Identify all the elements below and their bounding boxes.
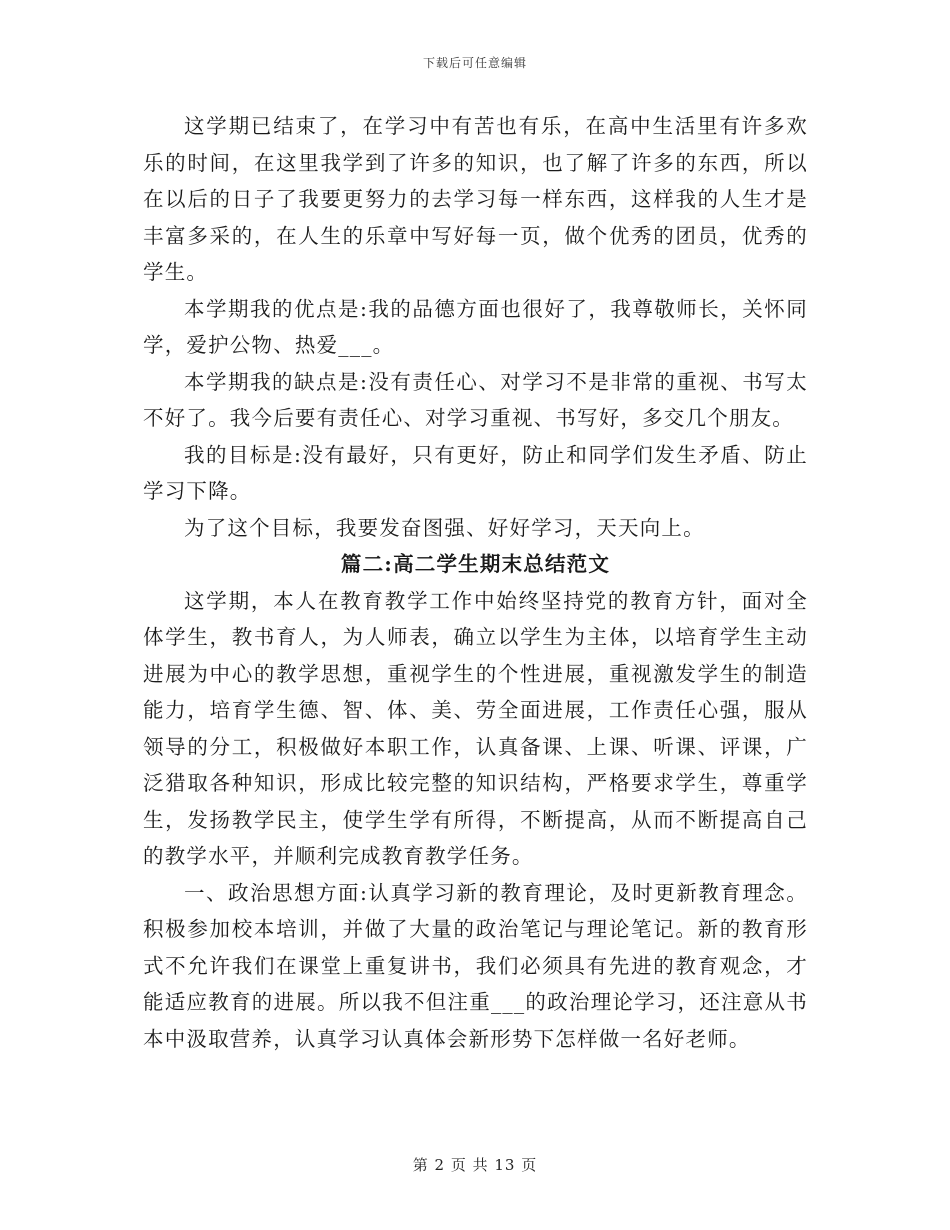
paragraph-political-thought: 一、政治思想方面:认真学习新的教育理论，及时更新教育理念。积极参加校本培训，并做了大量的政治笔记与理论笔记。新的教育形式不允许我们在课堂上重复讲书，我们必须具有先进的教育观念，才能适应教育的进展。所以我不但注重___的政治理论学习，还注意从书本中汲取营养，认真学习认真体会新形势下怎样做一名好老师。 — [143, 880, 808, 1051]
paragraph-goal: 我的目标是:没有最好，只有更好，防止和同学们发生矛盾、防止学习下降。 — [143, 442, 808, 503]
paragraph-weaknesses: 本学期我的缺点是:没有责任心、对学习不是非常的重视、书写太不好了。我今后要有责任心、对学习重视、书写好，多交几个朋友。 — [143, 369, 808, 430]
paragraph-semester-summary: 这学期已结束了，在学习中有苦也有乐，在高中生活里有许多欢乐的时间，在这里我学到了许多的知识，也了解了许多的东西，所以在以后的日子了我要更努力的去学习每一样东西，这样我的人生才是丰富多采的，在人生的乐章中写好每一页，做个优秀的团员，优秀的学生。 — [143, 114, 808, 284]
section-title: 篇二:高二学生期末总结范文 — [340, 552, 611, 576]
paragraph-teaching-overview: 这学期，本人在教育教学工作中始终坚持党的教育方针，面对全体学生，教书育人，为人师表，确立以学生为主体，以培育学生主动进展为中心的教学思想，重视学生的个性进展，重视激发学生的制造能力，培育学生德、智、体、美、劳全面进展，工作责任心强，服从领导的分工，积极做好本职工作，认真备课、上课、听课、评课，广泛猎取各种知识，形成比较完整的知识结构，严格要求学生，尊重学生，发扬教学民主，使学生学有所得，不断提高，从而不断提高自己的教学水平，并顺利完成教育教学任务。 — [143, 588, 808, 868]
header-note: 下载后可任意编辑 — [422, 56, 527, 70]
document-body — [143, 108, 808, 1057]
paragraph-motto: 为了这个目标，我要发奋图强、好好学习，天天向上。 — [184, 515, 705, 540]
page-number: 第 2 页 共 13 页 — [412, 1156, 538, 1174]
paragraph-strengths: 本学期我的优点是:我的品德方面也很好了，我尊敬师长，关怀同学，爱护公物、热爱___。 — [143, 296, 808, 357]
